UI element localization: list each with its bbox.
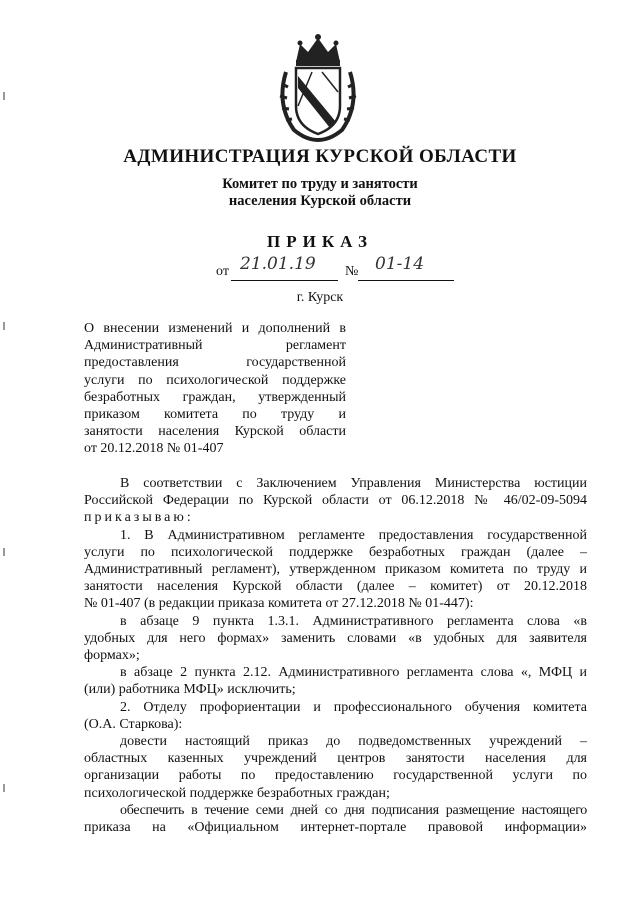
order-subject xyxy=(84,320,346,458)
subject-line: Административный регламент xyxy=(84,338,346,354)
order-meta xyxy=(0,260,640,282)
kursk-coat-of-arms-icon xyxy=(272,32,364,144)
body-line: занятости населения Курской области (далее – комитет) от 20.12.2018 xyxy=(84,579,587,595)
organization-title: АДМИНИСТРАЦИЯ КУРСКОЙ ОБЛАСТИ xyxy=(123,146,517,167)
scan-margin-mark xyxy=(3,548,5,556)
handwritten-date: 21.01.19 xyxy=(240,254,316,274)
number-prefix: № xyxy=(345,264,359,279)
subject-line: предоставления государственной xyxy=(84,355,346,371)
body-line: 2. Отделу профориентации и профессионального обучения комитета xyxy=(120,699,587,715)
subject-line: от 20.12.2018 № 01-407 xyxy=(84,441,224,457)
scan-margin-mark xyxy=(3,784,5,792)
body-line: в абзаце 9 пункта 1.3.1. Административного регламента слова «в xyxy=(120,613,587,629)
body-line: обеспечить в течение семи дней со дня подписания размещение настоящего xyxy=(120,802,587,818)
body-line: (или) работника МФЦ» исключить; xyxy=(84,682,296,698)
subject-line: приказом комитета по труду и xyxy=(84,407,346,423)
body-line: удобных для него формах» заменить словами «в удобных для заявителя xyxy=(84,630,587,646)
body-line: областных казенных учреждений центров занятости населения для xyxy=(84,751,587,767)
number-underline xyxy=(358,280,454,281)
committee-name-line2: населения Курской области xyxy=(228,193,412,209)
date-prefix: от xyxy=(216,264,229,279)
subject-line: безработных граждан, утвержденный xyxy=(84,389,346,405)
body-line: формах»; xyxy=(84,648,140,664)
body-line: № 01-407 (в редакции приказа комитета от 27.12.2018 № 01-447): xyxy=(84,596,474,612)
body-line: услуги по психологической поддержке безработных граждан (далее – xyxy=(84,544,587,560)
body-line: довести настоящий приказ до подведомственных учреждений – xyxy=(120,734,587,750)
committee-name-line1: Комитет по труду и занятости xyxy=(222,176,418,192)
body-line: приказа на «Официальном интернет-портале правовой информации» xyxy=(84,820,587,836)
body-line: (О.А. Старкова): xyxy=(84,716,183,732)
body-line: в абзаце 2 пункта 2.12. Административного регламента слова «, МФЦ и xyxy=(120,665,587,681)
scan-margin-mark xyxy=(3,92,5,100)
body-line: 1. В Административном регламенте предоставления государственной xyxy=(120,527,587,543)
city: г. Курск xyxy=(296,290,344,305)
body-line: Российской Федерации по Курской области от 06.12.2018 № 46/02-09-5094 xyxy=(84,493,587,509)
scan-margin-mark xyxy=(3,322,5,330)
body-line: В соответствии с Заключением Управления Министерства юстиции xyxy=(120,476,587,491)
body-line: приказываю: xyxy=(84,510,194,526)
order-body xyxy=(84,475,587,836)
body-line: психологической поддержке безработных граждан; xyxy=(84,785,390,801)
subject-line: занятости населения Курской области xyxy=(84,424,346,440)
body-line: Административный регламент), утвержденном приказом комитета по труду и xyxy=(84,562,587,578)
date-underline xyxy=(231,280,338,281)
subject-line: услуги по психологической поддержке xyxy=(84,372,346,388)
document-type: ПРИКАЗ xyxy=(267,232,373,251)
subject-line: О внесении изменений и дополнений в xyxy=(84,321,346,336)
body-line: организации работы по предоставлению государственной услуги по xyxy=(84,768,587,784)
handwritten-number: 01-14 xyxy=(375,254,425,274)
